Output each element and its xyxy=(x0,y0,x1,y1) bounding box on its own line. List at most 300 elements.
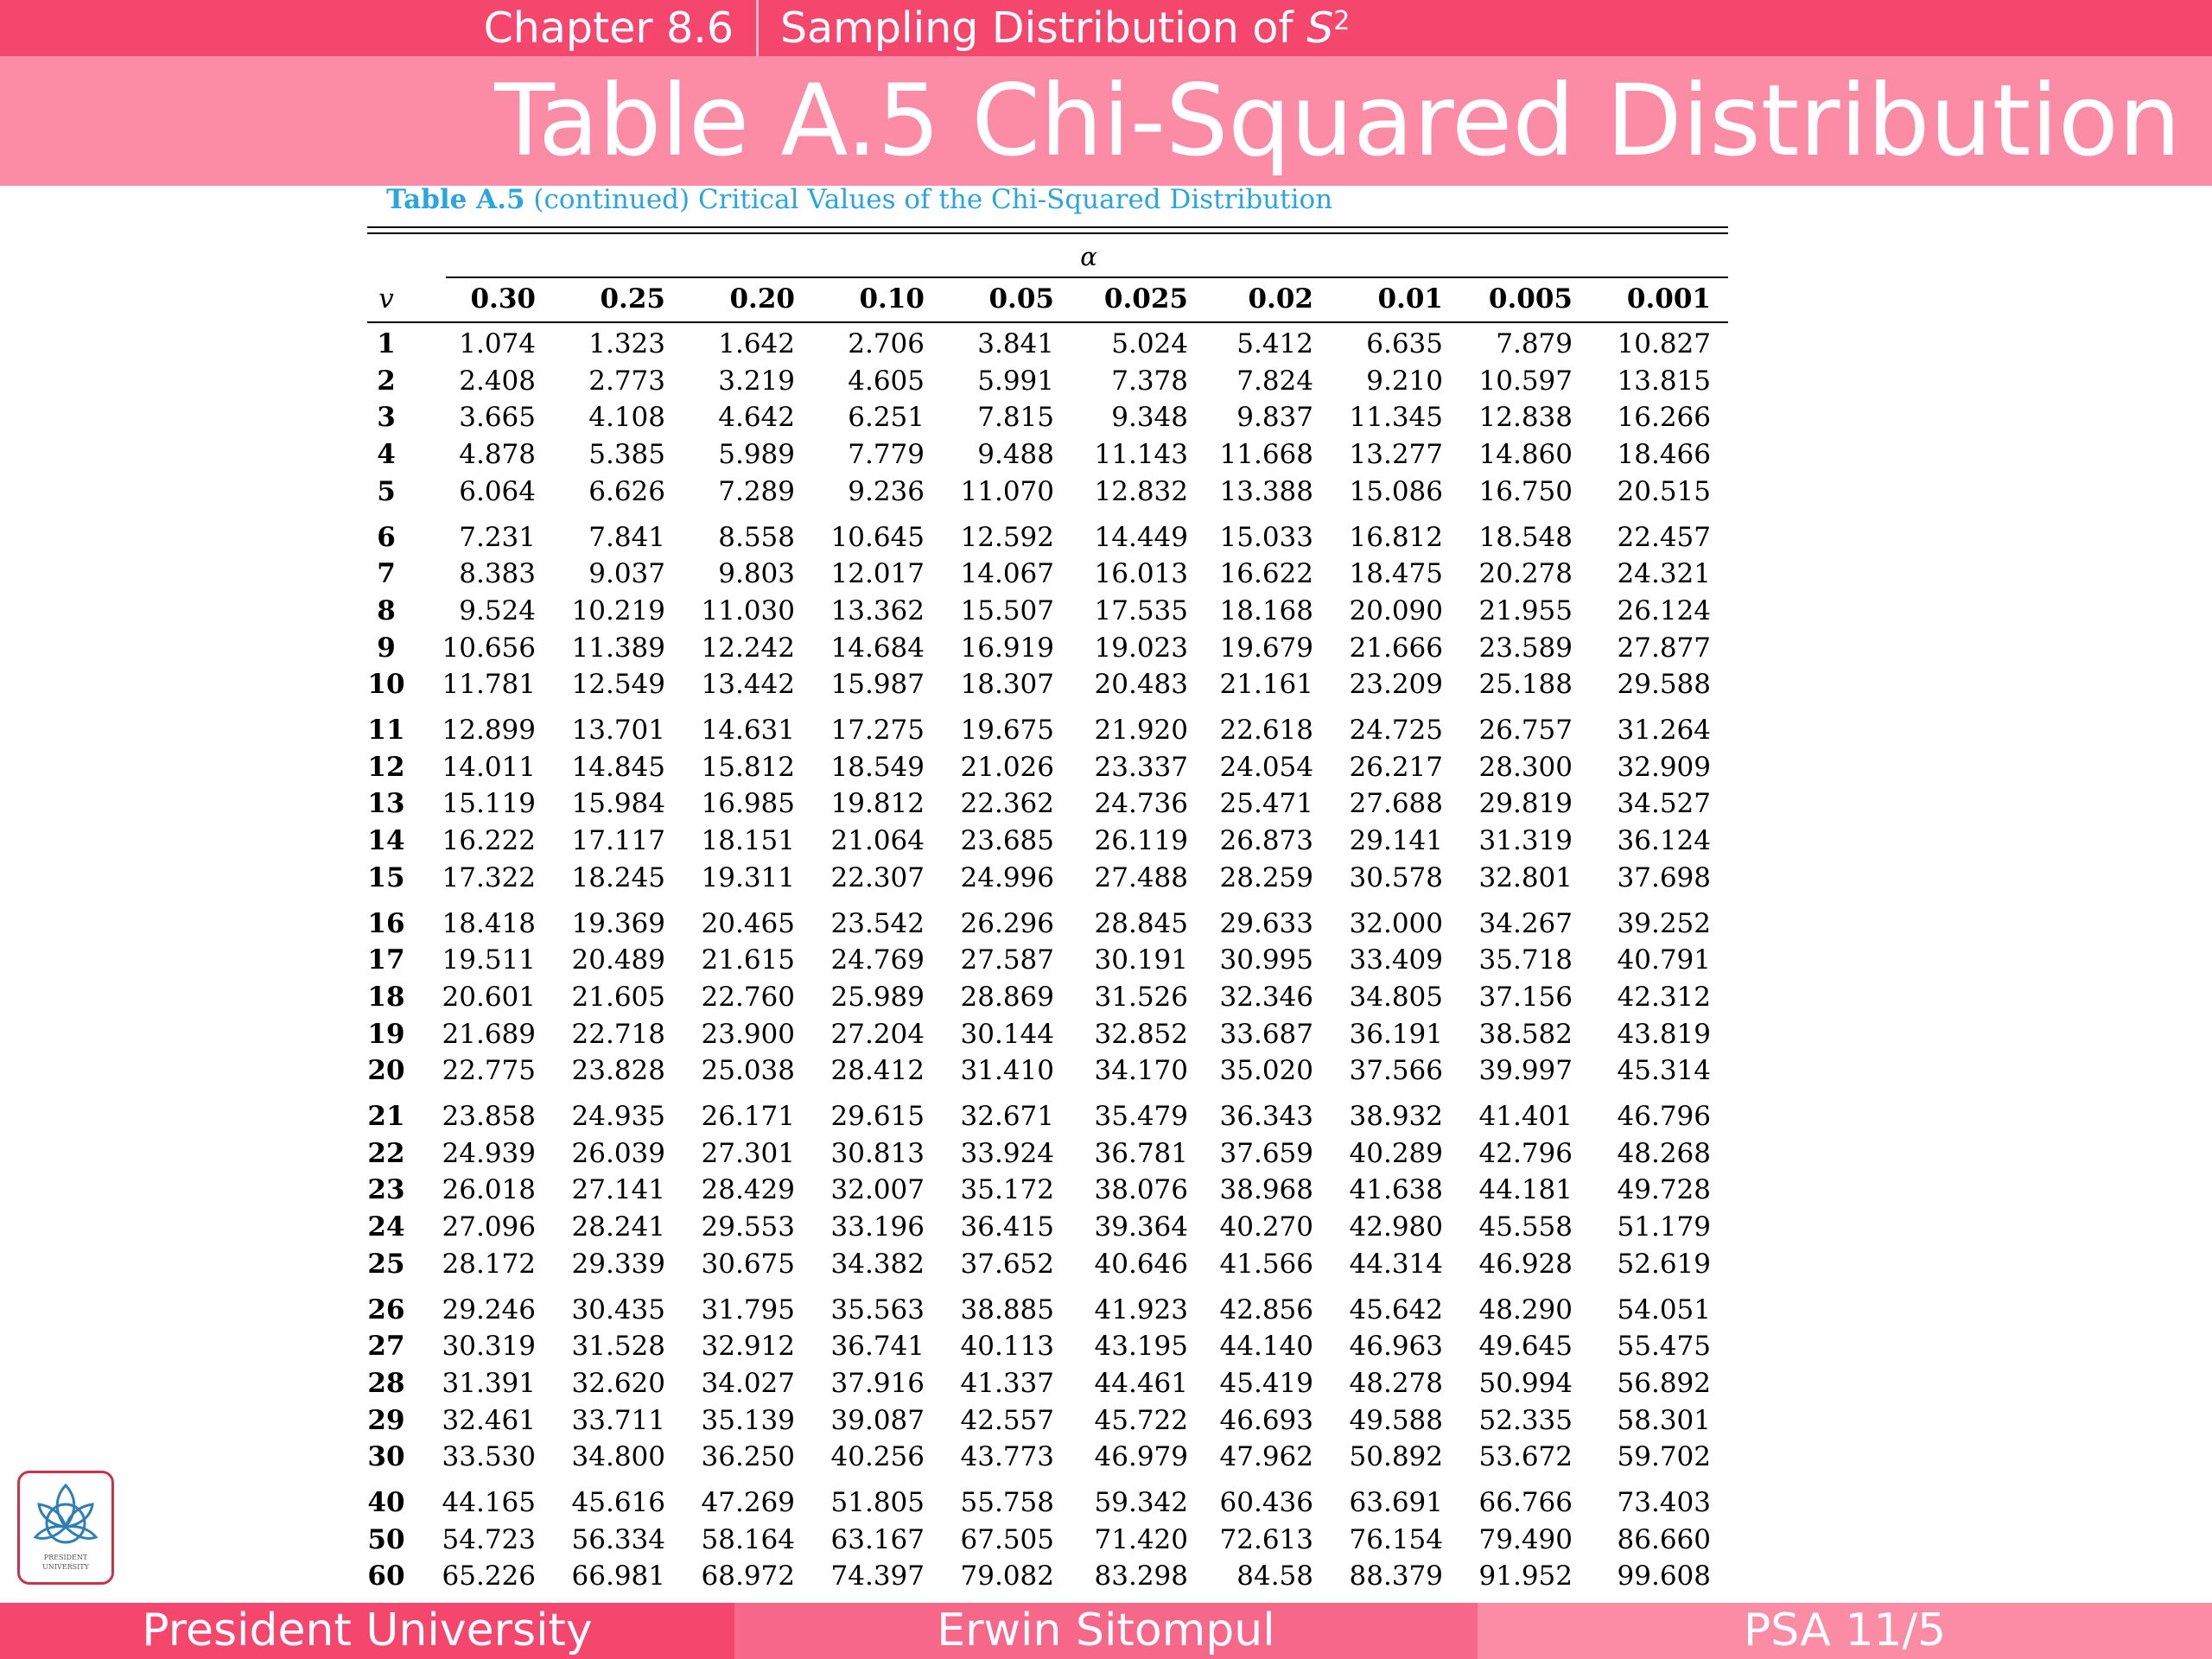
row-nu-label: 1 xyxy=(377,328,396,359)
table-cell: 18.475 xyxy=(1349,558,1443,590)
table-cell: 16.266 xyxy=(1617,402,1711,434)
table-cell: 27.141 xyxy=(571,1174,665,1206)
table-cell: 16.919 xyxy=(960,632,1054,664)
table-cell: 22.362 xyxy=(960,788,1054,820)
table-cell: 16.622 xyxy=(1219,558,1313,590)
table-cell: 37.566 xyxy=(1349,1055,1443,1087)
row-nu-label: 26 xyxy=(367,1294,405,1325)
table-cell: 54.051 xyxy=(1617,1294,1711,1325)
table-cell: 88.379 xyxy=(1349,1560,1443,1592)
table-cell: 4.642 xyxy=(718,402,795,434)
nu-header: v xyxy=(378,283,394,315)
table-cell: 18.307 xyxy=(960,669,1054,701)
table-cell: 9.837 xyxy=(1236,402,1313,434)
table-cell: 37.652 xyxy=(960,1248,1054,1280)
table-cell: 30.675 xyxy=(701,1248,795,1280)
row-nu-label: 24 xyxy=(367,1211,405,1243)
table-cell: 79.490 xyxy=(1478,1523,1573,1555)
svg-text:UNIVERSITY: UNIVERSITY xyxy=(42,1563,89,1571)
table-cell: 1.323 xyxy=(588,328,665,359)
table-cell: 36.741 xyxy=(830,1331,925,1363)
table-cell: 58.164 xyxy=(701,1523,795,1555)
table-cell: 8.558 xyxy=(718,521,795,553)
table-cell: 45.314 xyxy=(1617,1055,1711,1087)
table-cell: 24.769 xyxy=(830,944,925,976)
table-cell: 41.923 xyxy=(1094,1294,1188,1325)
table-cell: 7.779 xyxy=(848,439,925,471)
table-cell: 7.815 xyxy=(977,402,1054,434)
table-cell: 31.410 xyxy=(960,1055,1054,1087)
table-cell: 67.505 xyxy=(960,1523,1054,1555)
section-title-sup: 2 xyxy=(1333,6,1351,36)
table-cell: 30.319 xyxy=(442,1331,536,1363)
table-cell: 56.334 xyxy=(571,1523,665,1555)
table-cell: 20.489 xyxy=(571,944,665,976)
table-cell: 18.168 xyxy=(1219,594,1313,626)
table-cell: 51.805 xyxy=(830,1487,925,1518)
table-cell: 32.000 xyxy=(1349,907,1443,939)
table-cell: 12.838 xyxy=(1478,402,1573,434)
footer-author: Erwin Sitompul xyxy=(734,1603,1478,1659)
table-cell: 18.548 xyxy=(1478,521,1573,553)
table-cell: 99.608 xyxy=(1617,1560,1711,1592)
table-cell: 30.578 xyxy=(1349,861,1443,893)
table-cell: 19.311 xyxy=(701,861,795,893)
table-cell: 14.845 xyxy=(571,751,665,783)
table-cell: 55.475 xyxy=(1617,1331,1711,1363)
table-cell: 2.773 xyxy=(588,365,665,397)
row-nu-label: 18 xyxy=(367,981,405,1013)
table-cell: 53.672 xyxy=(1478,1441,1573,1473)
table-cell: 41.638 xyxy=(1349,1174,1443,1206)
table-cell: 7.289 xyxy=(718,475,795,507)
table-cell: 14.684 xyxy=(830,632,925,664)
table-cell: 44.461 xyxy=(1094,1367,1188,1399)
table-cell: 18.418 xyxy=(442,907,536,939)
table-cell: 24.996 xyxy=(960,861,1054,893)
table-cell: 38.932 xyxy=(1349,1101,1443,1132)
table-cell: 36.124 xyxy=(1617,825,1711,857)
table-cell: 27.488 xyxy=(1094,861,1188,893)
table-cell: 36.415 xyxy=(960,1211,1054,1243)
table-cell: 84.58 xyxy=(1236,1560,1313,1592)
table-cell: 27.096 xyxy=(442,1211,536,1243)
table-cell: 19.812 xyxy=(830,788,925,820)
table-cell: 46.693 xyxy=(1219,1404,1313,1436)
table-cell: 44.314 xyxy=(1349,1248,1443,1280)
table-cell: 45.722 xyxy=(1094,1404,1188,1436)
table-cell: 32.912 xyxy=(701,1331,795,1363)
table-cell: 40.289 xyxy=(1349,1137,1443,1169)
table-cell: 23.685 xyxy=(960,825,1054,857)
table-cell: 68.972 xyxy=(701,1560,795,1592)
table-cell: 66.766 xyxy=(1478,1487,1573,1518)
table-cell: 6.064 xyxy=(459,475,536,507)
table-cell: 60.436 xyxy=(1219,1487,1313,1518)
table-cell: 45.616 xyxy=(571,1487,665,1518)
table-cell: 10.656 xyxy=(442,632,536,664)
table-cell: 30.813 xyxy=(830,1137,925,1169)
table-cell: 11.389 xyxy=(571,632,665,664)
row-nu-label: 2 xyxy=(377,365,396,397)
table-cell: 32.346 xyxy=(1219,981,1313,1013)
table-cell: 40.270 xyxy=(1219,1211,1313,1243)
table-cell: 5.024 xyxy=(1111,328,1188,359)
table-cell: 2.408 xyxy=(459,365,536,397)
alpha-column-header: 0.001 xyxy=(1626,283,1711,315)
table-cell: 23.589 xyxy=(1478,632,1573,664)
svg-text:PRESIDENT: PRESIDENT xyxy=(43,1554,88,1561)
table-cell: 15.033 xyxy=(1219,521,1313,553)
table-cell: 37.659 xyxy=(1219,1137,1313,1169)
table-cell: 26.873 xyxy=(1219,825,1313,857)
table-cell: 48.278 xyxy=(1349,1367,1443,1399)
row-nu-label: 17 xyxy=(367,944,405,976)
table-cell: 25.989 xyxy=(830,981,925,1013)
table-cell: 21.955 xyxy=(1478,594,1573,626)
table-cell: 36.250 xyxy=(701,1441,795,1473)
table-cell: 23.542 xyxy=(830,907,925,939)
table-cell: 43.195 xyxy=(1094,1331,1188,1363)
header-bottom-rule xyxy=(367,321,1728,323)
table-cell: 38.885 xyxy=(960,1294,1054,1325)
table-cell: 32.461 xyxy=(442,1404,536,1436)
row-nu-label: 50 xyxy=(367,1523,405,1555)
row-nu-label: 9 xyxy=(377,632,396,664)
table-cell: 74.397 xyxy=(830,1560,925,1592)
table-cell: 40.113 xyxy=(960,1331,1054,1363)
table-cell: 26.296 xyxy=(960,907,1054,939)
table-cell: 12.549 xyxy=(571,669,665,701)
table-cell: 5.412 xyxy=(1236,328,1313,359)
table-cell: 28.172 xyxy=(442,1248,536,1280)
table-cell: 51.179 xyxy=(1617,1211,1711,1243)
row-nu-label: 29 xyxy=(367,1404,405,1436)
table-cell: 56.892 xyxy=(1617,1367,1711,1399)
table-cell: 43.819 xyxy=(1617,1018,1711,1050)
table-cell: 12.592 xyxy=(960,521,1054,553)
table-cell: 32.909 xyxy=(1617,751,1711,783)
table-cell: 21.064 xyxy=(830,825,925,857)
table-cell: 21.689 xyxy=(442,1018,536,1050)
table-cell: 29.553 xyxy=(701,1211,795,1243)
table-caption-bold: Table A.5 xyxy=(386,184,525,215)
table-cell: 33.687 xyxy=(1219,1018,1313,1050)
table-cell: 18.151 xyxy=(701,825,795,857)
table-cell: 31.528 xyxy=(571,1331,665,1363)
table-cell: 42.980 xyxy=(1349,1211,1443,1243)
table-cell: 45.642 xyxy=(1349,1294,1443,1325)
table-cell: 13.701 xyxy=(571,715,665,746)
table-cell: 13.388 xyxy=(1219,475,1313,507)
lotus-logo-icon xyxy=(20,1473,111,1582)
table-cell: 31.391 xyxy=(442,1367,536,1399)
table-cell: 37.698 xyxy=(1617,861,1711,893)
table-cell: 76.154 xyxy=(1349,1523,1443,1555)
table-cell: 13.362 xyxy=(830,594,925,626)
table-cell: 39.364 xyxy=(1094,1211,1188,1243)
table-cell: 48.290 xyxy=(1478,1294,1573,1325)
table-cell: 26.171 xyxy=(701,1101,795,1132)
table-cell: 12.832 xyxy=(1094,475,1188,507)
alpha-column-header: 0.10 xyxy=(859,283,925,315)
table-cell: 1.642 xyxy=(718,328,795,359)
table-cell: 30.435 xyxy=(571,1294,665,1325)
row-nu-label: 12 xyxy=(367,751,405,783)
table-cell: 34.267 xyxy=(1478,907,1573,939)
table-cell: 29.633 xyxy=(1219,907,1313,939)
table-cell: 12.899 xyxy=(442,715,536,746)
table-cell: 42.312 xyxy=(1617,981,1711,1013)
table-cell: 16.750 xyxy=(1478,475,1573,507)
row-nu-label: 21 xyxy=(367,1101,405,1132)
table-cell: 41.401 xyxy=(1478,1101,1573,1132)
table-cell: 19.369 xyxy=(571,907,665,939)
table-cell: 32.620 xyxy=(571,1367,665,1399)
table-cell: 39.087 xyxy=(830,1404,925,1436)
table-cell: 25.038 xyxy=(701,1055,795,1087)
table-cell: 20.090 xyxy=(1349,594,1443,626)
table-cell: 65.226 xyxy=(442,1560,536,1592)
table-cell: 27.688 xyxy=(1349,788,1443,820)
table-cell: 22.718 xyxy=(571,1018,665,1050)
table-cell: 29.588 xyxy=(1617,669,1711,701)
table-cell: 6.626 xyxy=(588,475,665,507)
table-cell: 14.631 xyxy=(701,715,795,746)
table-cell: 9.236 xyxy=(848,475,925,507)
table-cell: 28.300 xyxy=(1478,751,1573,783)
table-cell: 23.858 xyxy=(442,1101,536,1132)
table-cell: 46.928 xyxy=(1478,1248,1573,1280)
row-nu-label: 6 xyxy=(377,521,396,553)
alpha-column-header: 0.25 xyxy=(600,283,665,315)
row-nu-label: 5 xyxy=(377,475,396,507)
table-cell: 18.466 xyxy=(1617,439,1711,471)
table-cell: 32.671 xyxy=(960,1101,1054,1132)
alpha-column-header: 0.20 xyxy=(729,283,795,315)
table-cell: 14.011 xyxy=(442,751,536,783)
table-cell: 32.801 xyxy=(1478,861,1573,893)
table-cell: 35.172 xyxy=(960,1174,1054,1206)
table-cell: 20.601 xyxy=(442,981,536,1013)
row-nu-label: 13 xyxy=(367,788,405,820)
row-nu-label: 14 xyxy=(367,825,405,857)
table-cell: 9.488 xyxy=(977,439,1054,471)
table-cell: 34.805 xyxy=(1349,981,1443,1013)
table-cell: 52.335 xyxy=(1478,1404,1573,1436)
table-cell: 54.723 xyxy=(442,1523,536,1555)
table-cell: 24.054 xyxy=(1219,751,1313,783)
table-cell: 44.165 xyxy=(442,1487,536,1518)
table-cell: 34.527 xyxy=(1617,788,1711,820)
table-cell: 24.321 xyxy=(1617,558,1711,590)
table-cell: 15.812 xyxy=(701,751,795,783)
table-cell: 30.144 xyxy=(960,1018,1054,1050)
table-cell: 7.231 xyxy=(459,521,536,553)
table-cell: 24.725 xyxy=(1349,715,1443,746)
alpha-rule xyxy=(446,276,1728,278)
table-cell: 9.348 xyxy=(1111,402,1188,434)
table-cell: 21.615 xyxy=(701,944,795,976)
table-cell: 35.479 xyxy=(1094,1101,1188,1132)
table-cell: 72.613 xyxy=(1219,1523,1313,1555)
table-cell: 34.027 xyxy=(701,1367,795,1399)
row-nu-label: 22 xyxy=(367,1137,405,1169)
table-cell: 15.119 xyxy=(442,788,536,820)
row-nu-label: 40 xyxy=(367,1487,405,1518)
table-cell: 46.796 xyxy=(1617,1101,1711,1132)
table-cell: 33.711 xyxy=(571,1404,665,1436)
table-cell: 27.587 xyxy=(960,944,1054,976)
table-cell: 42.856 xyxy=(1219,1294,1313,1325)
table-cell: 49.728 xyxy=(1617,1174,1711,1206)
table-cell: 29.141 xyxy=(1349,825,1443,857)
table-cell: 50.892 xyxy=(1349,1441,1443,1473)
table-cell: 79.082 xyxy=(960,1560,1054,1592)
table-cell: 28.241 xyxy=(571,1211,665,1243)
footer-university: President University xyxy=(0,1603,734,1659)
alpha-column-header: 0.01 xyxy=(1377,283,1443,315)
table-cell: 17.535 xyxy=(1094,594,1188,626)
table-cell: 22.760 xyxy=(701,981,795,1013)
table-cell: 17.117 xyxy=(571,825,665,857)
table-cell: 55.758 xyxy=(960,1487,1054,1518)
row-nu-label: 20 xyxy=(367,1055,405,1087)
table-cell: 11.143 xyxy=(1094,439,1188,471)
table-cell: 10.645 xyxy=(830,521,925,553)
table-cell: 63.691 xyxy=(1349,1487,1443,1518)
table-cell: 39.252 xyxy=(1617,907,1711,939)
table-cell: 9.210 xyxy=(1366,365,1443,397)
table-cell: 31.264 xyxy=(1617,715,1711,746)
table-cell: 58.301 xyxy=(1617,1404,1711,1436)
table-cell: 26.757 xyxy=(1478,715,1573,746)
row-nu-label: 3 xyxy=(377,402,396,434)
section-title-text: Sampling Distribution of xyxy=(780,3,1307,53)
table-cell: 31.319 xyxy=(1478,825,1573,857)
row-nu-label: 4 xyxy=(377,439,396,471)
section-title-var: S xyxy=(1306,3,1334,53)
chapter-label: Chapter 8.6 xyxy=(483,3,734,53)
row-nu-label: 30 xyxy=(367,1441,405,1473)
table-cell: 27.877 xyxy=(1617,632,1711,664)
table-cell: 20.278 xyxy=(1478,558,1573,590)
slide-title-bar xyxy=(0,56,2212,186)
table-cell: 27.301 xyxy=(701,1137,795,1169)
alpha-column-header: 0.005 xyxy=(1488,283,1573,315)
table-cell: 26.124 xyxy=(1617,594,1711,626)
table-cell: 26.018 xyxy=(442,1174,536,1206)
table-cell: 23.900 xyxy=(701,1018,795,1050)
table-cell: 4.108 xyxy=(588,402,665,434)
table-cell: 28.429 xyxy=(701,1174,795,1206)
table-cell: 59.342 xyxy=(1094,1487,1188,1518)
row-nu-label: 19 xyxy=(367,1018,405,1050)
table-cell: 29.819 xyxy=(1478,788,1573,820)
table-cell: 43.773 xyxy=(960,1441,1054,1473)
table-cell: 9.524 xyxy=(459,594,536,626)
table-cell: 22.457 xyxy=(1617,521,1711,553)
table-cell: 41.337 xyxy=(960,1367,1054,1399)
table-cell: 18.245 xyxy=(571,861,665,893)
table-cell: 21.161 xyxy=(1219,669,1313,701)
table-cell: 11.781 xyxy=(442,669,536,701)
table-cell: 5.991 xyxy=(977,365,1054,397)
table-cell: 20.483 xyxy=(1094,669,1188,701)
table-cell: 13.277 xyxy=(1349,439,1443,471)
table-cell: 45.558 xyxy=(1478,1211,1573,1243)
alpha-column-header: 0.05 xyxy=(988,283,1054,315)
table-cell: 38.968 xyxy=(1219,1174,1313,1206)
table-cell: 8.383 xyxy=(459,558,536,590)
table-cell: 46.979 xyxy=(1094,1441,1188,1473)
table-cell: 9.803 xyxy=(718,558,795,590)
table-cell: 25.471 xyxy=(1219,788,1313,820)
table-cell: 41.566 xyxy=(1219,1248,1313,1280)
table-cell: 7.824 xyxy=(1236,365,1313,397)
table-cell: 7.841 xyxy=(588,521,665,553)
table-cell: 29.615 xyxy=(830,1101,925,1132)
table-cell: 38.582 xyxy=(1478,1018,1573,1050)
table-cell: 35.563 xyxy=(830,1294,925,1325)
table-cell: 30.995 xyxy=(1219,944,1313,976)
table-cell: 24.935 xyxy=(571,1101,665,1132)
row-nu-label: 10 xyxy=(367,669,405,701)
table-cell: 33.530 xyxy=(442,1441,536,1473)
table-cell: 23.209 xyxy=(1349,669,1443,701)
table-cell: 22.618 xyxy=(1219,715,1313,746)
table-cell: 16.013 xyxy=(1094,558,1188,590)
table-cell: 26.217 xyxy=(1349,751,1443,783)
table-cell: 42.557 xyxy=(960,1404,1054,1436)
table-cell: 17.275 xyxy=(830,715,925,746)
table-cell: 49.588 xyxy=(1349,1404,1443,1436)
table-cell: 14.449 xyxy=(1094,521,1188,553)
table-cell: 49.645 xyxy=(1478,1331,1573,1363)
table-cell: 16.812 xyxy=(1349,521,1443,553)
row-nu-label: 16 xyxy=(367,907,405,939)
alpha-column-header: 0.02 xyxy=(1248,283,1313,315)
alpha-label: α xyxy=(1080,242,1097,271)
table-cell: 3.841 xyxy=(977,328,1054,359)
table-cell: 16.985 xyxy=(701,788,795,820)
table-cell: 40.646 xyxy=(1094,1248,1188,1280)
header-divider xyxy=(756,0,759,56)
university-logo xyxy=(17,1471,114,1585)
table-cell: 37.916 xyxy=(830,1367,925,1399)
table-cell: 91.952 xyxy=(1478,1560,1573,1592)
table-cell: 20.515 xyxy=(1617,475,1711,507)
table-cell: 33.196 xyxy=(830,1211,925,1243)
table-cell: 15.086 xyxy=(1349,475,1443,507)
table-cell: 32.852 xyxy=(1094,1018,1188,1050)
table-cell: 71.420 xyxy=(1094,1523,1188,1555)
table-cell: 11.345 xyxy=(1349,402,1443,434)
table-cell: 18.549 xyxy=(830,751,925,783)
table-cell: 14.067 xyxy=(960,558,1054,590)
row-nu-label: 7 xyxy=(377,558,396,590)
table-cell: 26.039 xyxy=(571,1137,665,1169)
row-nu-label: 60 xyxy=(367,1560,405,1592)
table-cell: 32.007 xyxy=(830,1174,925,1206)
table-cell: 34.382 xyxy=(830,1248,925,1280)
table-cell: 4.605 xyxy=(848,365,925,397)
footer-bar xyxy=(0,1603,2212,1659)
table-cell: 22.775 xyxy=(442,1055,536,1087)
table-cell: 21.666 xyxy=(1349,632,1443,664)
table-cell: 46.963 xyxy=(1349,1331,1443,1363)
table-cell: 10.219 xyxy=(571,594,665,626)
